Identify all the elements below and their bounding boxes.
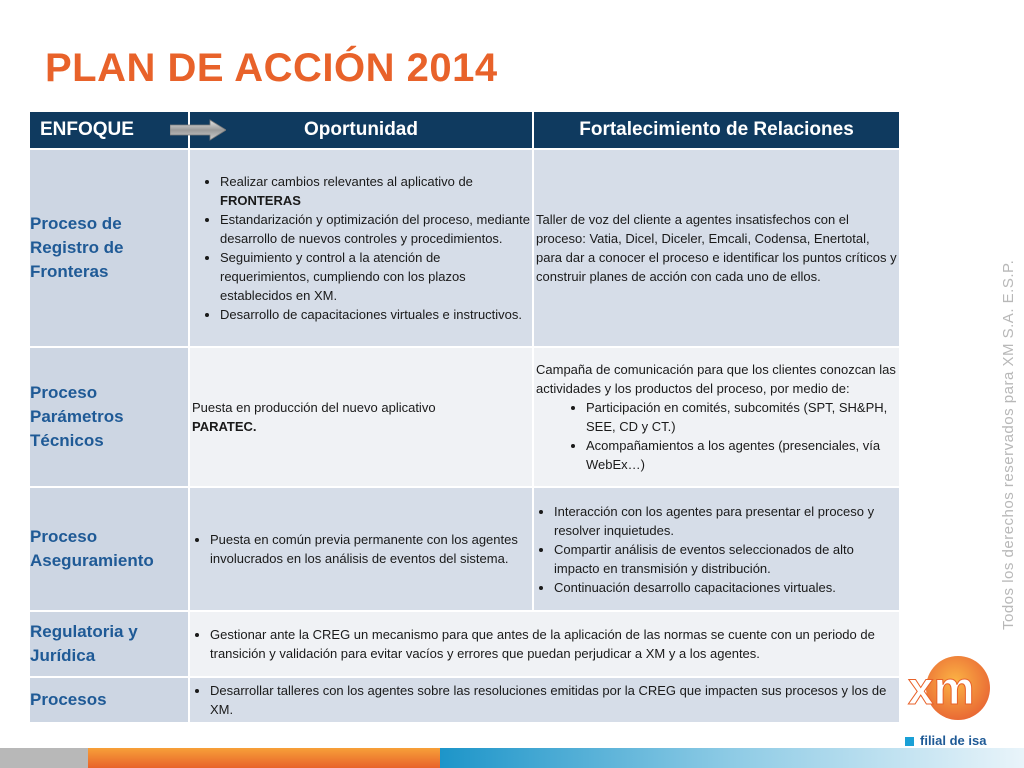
oportunidad-cell — [189, 487, 533, 611]
list-item: • Interacción con los agentes para presentar el proceso y resolver inquietudes. — [554, 502, 899, 540]
fortalecimiento-list — [534, 502, 899, 597]
oportunidad-cell — [189, 149, 533, 347]
header-oportunidad: Oportunidad — [189, 111, 533, 149]
list-item: • Continuación desarrollo capacitaciones virtuales. — [554, 578, 899, 597]
row-label: Procesos — [29, 677, 189, 723]
list-item: • Acompañamientos a los agentes (presenciales, vía WebEx…) — [586, 436, 899, 474]
header-enfoque-label: ENFOQUE — [40, 119, 134, 140]
table-row — [29, 149, 900, 347]
oportunidad-list — [190, 172, 532, 324]
span-list — [190, 681, 899, 719]
list-item: • Compartir análisis de eventos seleccionados de alto impacto en transmisión y distribución. — [554, 540, 899, 578]
fortalecimiento-list — [534, 398, 899, 474]
table-row — [29, 611, 900, 677]
oportunidad-cell — [189, 347, 533, 487]
bottom-bar — [0, 748, 1024, 768]
list-item: • Participación en comités, subcomités (SPT, SH&PH, SEE, CD y CT.) — [586, 398, 899, 436]
xm-logo — [902, 652, 994, 730]
fortalecimiento-intro: Campaña de comunicación para que los clientes conozcan las actividades y los productos del proceso, por medio de: — [536, 362, 896, 396]
oportunidad-list — [190, 530, 532, 568]
list-item: • Gestionar ante la CREG un mecanismo para que antes de la aplicación de las normas se cuente con un periodo de transición y validación para evitar vacíos y errores que puedan perjudicar a XM y a los agentes. — [210, 625, 899, 663]
bottom-bar-orange — [88, 748, 440, 768]
bottom-bar-grey — [0, 748, 88, 768]
row-label: Proceso Parámetros Técnicos — [29, 347, 189, 487]
list-item: • Desarrollo de capacitaciones virtuales e instructivos. — [220, 305, 532, 324]
action-plan-table — [28, 110, 901, 724]
table-row — [29, 677, 900, 723]
span-list — [190, 625, 899, 663]
span-cell — [189, 677, 900, 723]
bottom-bar-blue — [440, 748, 1024, 768]
oportunidad-text: Puesta en producción del nuevo aplicativo PARATEC. — [192, 400, 436, 434]
header-enfoque — [29, 111, 189, 149]
copyright-side-text: Todos los derechos reservados para XM S.A. E.S.P. — [1000, 259, 1017, 630]
fortalecimiento-text: Taller de voz del cliente a agentes insatisfechos con el proceso: Vatia, Dicel, Diceler, Emcali, Codensa, Enertotal, para dar a conocer el proceso e identificar los puntos críticos y construir planes de acción con cada uno de ellos. — [536, 212, 897, 284]
row-label: Proceso de Registro de Fronteras — [29, 149, 189, 347]
row-label: Proceso Aseguramiento — [29, 487, 189, 611]
list-item: • Desarrollar talleres con los agentes sobre las resoluciones emitidas por la CREG que impacten sus procesos y los de XM. — [210, 681, 899, 719]
span-cell — [189, 611, 900, 677]
row-label: Regulatoria y Jurídica — [29, 611, 189, 677]
table-row — [29, 487, 900, 611]
list-item: • Puesta en común previa permanente con los agentes involucrados en los análisis de eventos del sistema. — [210, 530, 532, 568]
list-item: • Estandarización y optimización del proceso, mediante desarrollo de nuevos controles y procedimientos. — [220, 210, 532, 248]
square-icon — [905, 737, 914, 746]
fortalecimiento-cell — [533, 149, 900, 347]
list-item: • Realizar cambios relevantes al aplicativo de FRONTERAS — [220, 172, 532, 210]
svg-text:xm: xm — [908, 662, 975, 714]
header-row — [29, 111, 900, 149]
filial-label: filial de isa — [905, 733, 986, 748]
fortalecimiento-cell — [533, 487, 900, 611]
table-row — [29, 347, 900, 487]
list-item: • Seguimiento y control a la atención de requerimientos, cumpliendo con los plazos establecidos en XM. — [220, 248, 532, 305]
page-title: PLAN DE ACCIÓN 2014 — [45, 46, 498, 90]
fortalecimiento-cell — [533, 347, 900, 487]
arrow-right-icon — [170, 119, 226, 141]
header-fortalecimiento: Fortalecimiento de Relaciones — [533, 111, 900, 149]
